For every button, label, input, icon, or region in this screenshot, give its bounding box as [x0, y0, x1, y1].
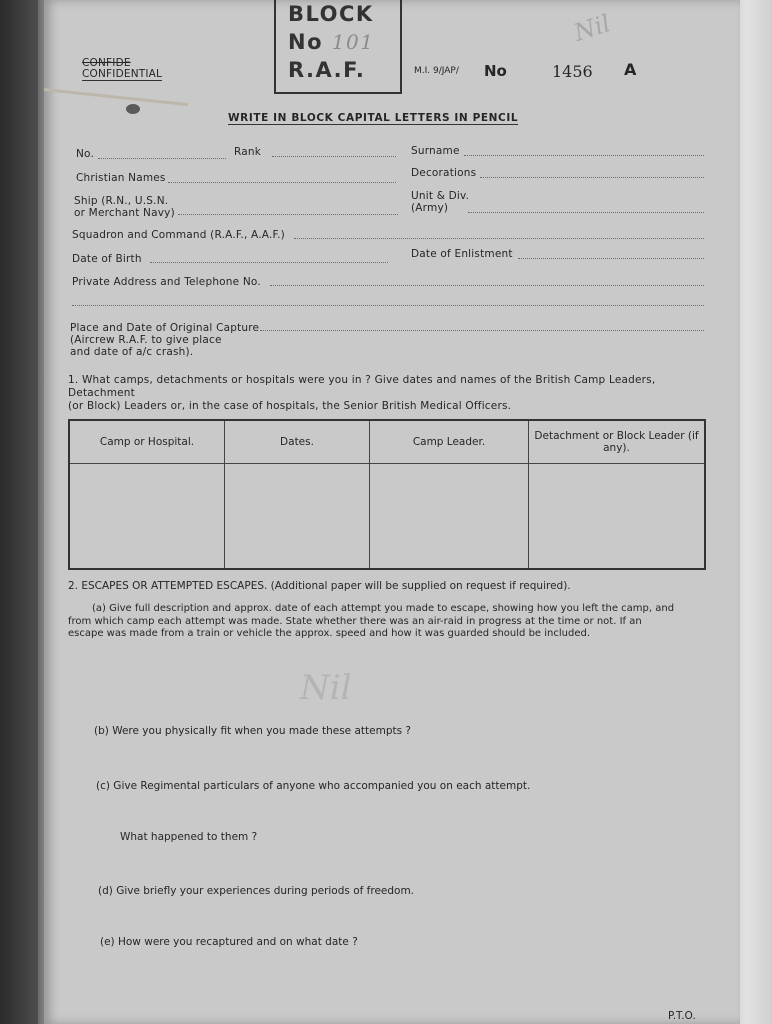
question-1-line2: (or Block) Leaders or, in the case of hospitals, the Senior British Medical Officers.: [68, 400, 512, 412]
col-detachment-leader: Detachment or Block Leader (if any).: [529, 420, 706, 464]
camps-table-row: [69, 464, 705, 570]
question-2b: (b) Were you physically fit when you made these attempts ?: [94, 725, 411, 737]
field-christian-line: [168, 182, 396, 183]
field-squadron: Squadron and Command (R.A.F., A.A.F.): [72, 229, 285, 241]
field-unit-line2: (Army): [411, 202, 449, 214]
stamp-block: BLOCK: [288, 2, 374, 26]
cell-leader: [370, 464, 529, 570]
field-capture-dots: [260, 330, 704, 331]
form-suffix: A: [624, 60, 637, 79]
field-rank-line: [272, 156, 396, 157]
question-2c: (c) Give Regimental particulars of anyone who accompanied you on each attempt.: [96, 780, 531, 792]
field-capture-line1: Place and Date of Original Capture: [70, 322, 260, 334]
field-squadron-line: [294, 238, 704, 239]
field-ship-line1: Ship (R.N., U.S.N.: [74, 195, 169, 207]
field-enlistment-line: [518, 258, 704, 259]
instruction-heading: WRITE IN BLOCK CAPITAL LETTERS IN PENCIL: [228, 112, 519, 124]
field-unit-line-dots: [468, 212, 704, 213]
field-no: No.: [76, 148, 95, 160]
number-label: No: [484, 62, 507, 80]
col-camp-leader: Camp Leader.: [370, 420, 529, 464]
question-2d: (d) Give briefly your experiences during periods of freedom.: [98, 885, 415, 897]
confidential-struck: CONFIDE: [82, 57, 131, 69]
field-enlistment: Date of Enlistment: [411, 248, 513, 260]
field-christian-names: Christian Names: [76, 172, 166, 184]
question-2c-sub: What happened to them ?: [120, 831, 258, 843]
field-surname: Surname: [411, 145, 460, 157]
cell-dates: [225, 464, 370, 570]
field-rank: Rank: [234, 146, 262, 158]
question-2a-line3: escape was made from a train or vehicle the approx. speed and how it was guarded should be included.: [68, 628, 591, 639]
field-decorations: Decorations: [411, 167, 477, 179]
stamp-raf: R.A.F.: [288, 58, 366, 82]
mi9-reference: M.I. 9/JAP/: [414, 66, 459, 76]
block-stamp: [274, 0, 402, 94]
answer-handwriting: Nil: [300, 668, 352, 708]
question-2a-line1: (a) Give full description and approx. date of each attempt you made to escape, showing how you left the camp, and: [92, 603, 675, 614]
camps-table-header: [69, 420, 705, 464]
field-unit: [411, 190, 469, 214]
field-capture: [70, 322, 259, 358]
field-address-line: [270, 285, 704, 286]
stamp-hand-number: 101: [331, 30, 375, 54]
field-dob-line: [150, 262, 388, 263]
col-camp-or-hospital: Camp or Hospital.: [69, 420, 225, 464]
cell-camp: [69, 464, 225, 570]
question-2a: [68, 603, 718, 641]
camps-table: [68, 419, 706, 570]
cell-detachment: [529, 464, 706, 570]
field-address-line2: [72, 305, 704, 306]
field-capture-line2: (Aircrew R.A.F. to give place: [70, 334, 222, 346]
question-1-line1: 1. What camps, detachments or hospitals were you in ? Give dates and names of the British Camp Leaders, Detachment: [68, 374, 656, 399]
question-2e: (e) How were you recaptured and on what date ?: [100, 936, 358, 948]
field-ship-line: [178, 214, 398, 215]
field-address: Private Address and Telephone No.: [72, 276, 261, 288]
col-dates: Dates.: [225, 420, 370, 464]
field-capture-line3: and date of a/c crash).: [70, 346, 194, 358]
question-2-title: 2. ESCAPES OR ATTEMPTED ESCAPES. (Additional paper will be supplied on request if required).: [68, 580, 571, 592]
field-unit-line1: Unit & Div.: [411, 190, 470, 202]
question-2a-line2: from which camp each attempt was made. State whether there was an air-raid in progress at the time or not. If an: [68, 615, 642, 627]
field-decorations-line: [480, 177, 704, 178]
field-ship-line2: or Merchant Navy): [74, 207, 175, 219]
binding-knot: [126, 104, 140, 114]
confidential-label: [82, 58, 162, 81]
corner-handwriting: Nil: [570, 9, 614, 47]
confidential-text: CONFIDENTIAL: [82, 68, 163, 80]
field-dob: Date of Birth: [72, 253, 142, 265]
stamp-number-row: [288, 30, 375, 54]
form-number: 1456: [552, 62, 593, 81]
field-no-line: [98, 158, 226, 159]
binding-string: [44, 88, 189, 106]
question-1: [68, 374, 718, 413]
field-surname-line: [464, 155, 704, 156]
pto-footer: P.T.O.: [668, 1010, 696, 1022]
stamp-no-label: No: [288, 30, 324, 54]
field-ship: [74, 195, 175, 219]
